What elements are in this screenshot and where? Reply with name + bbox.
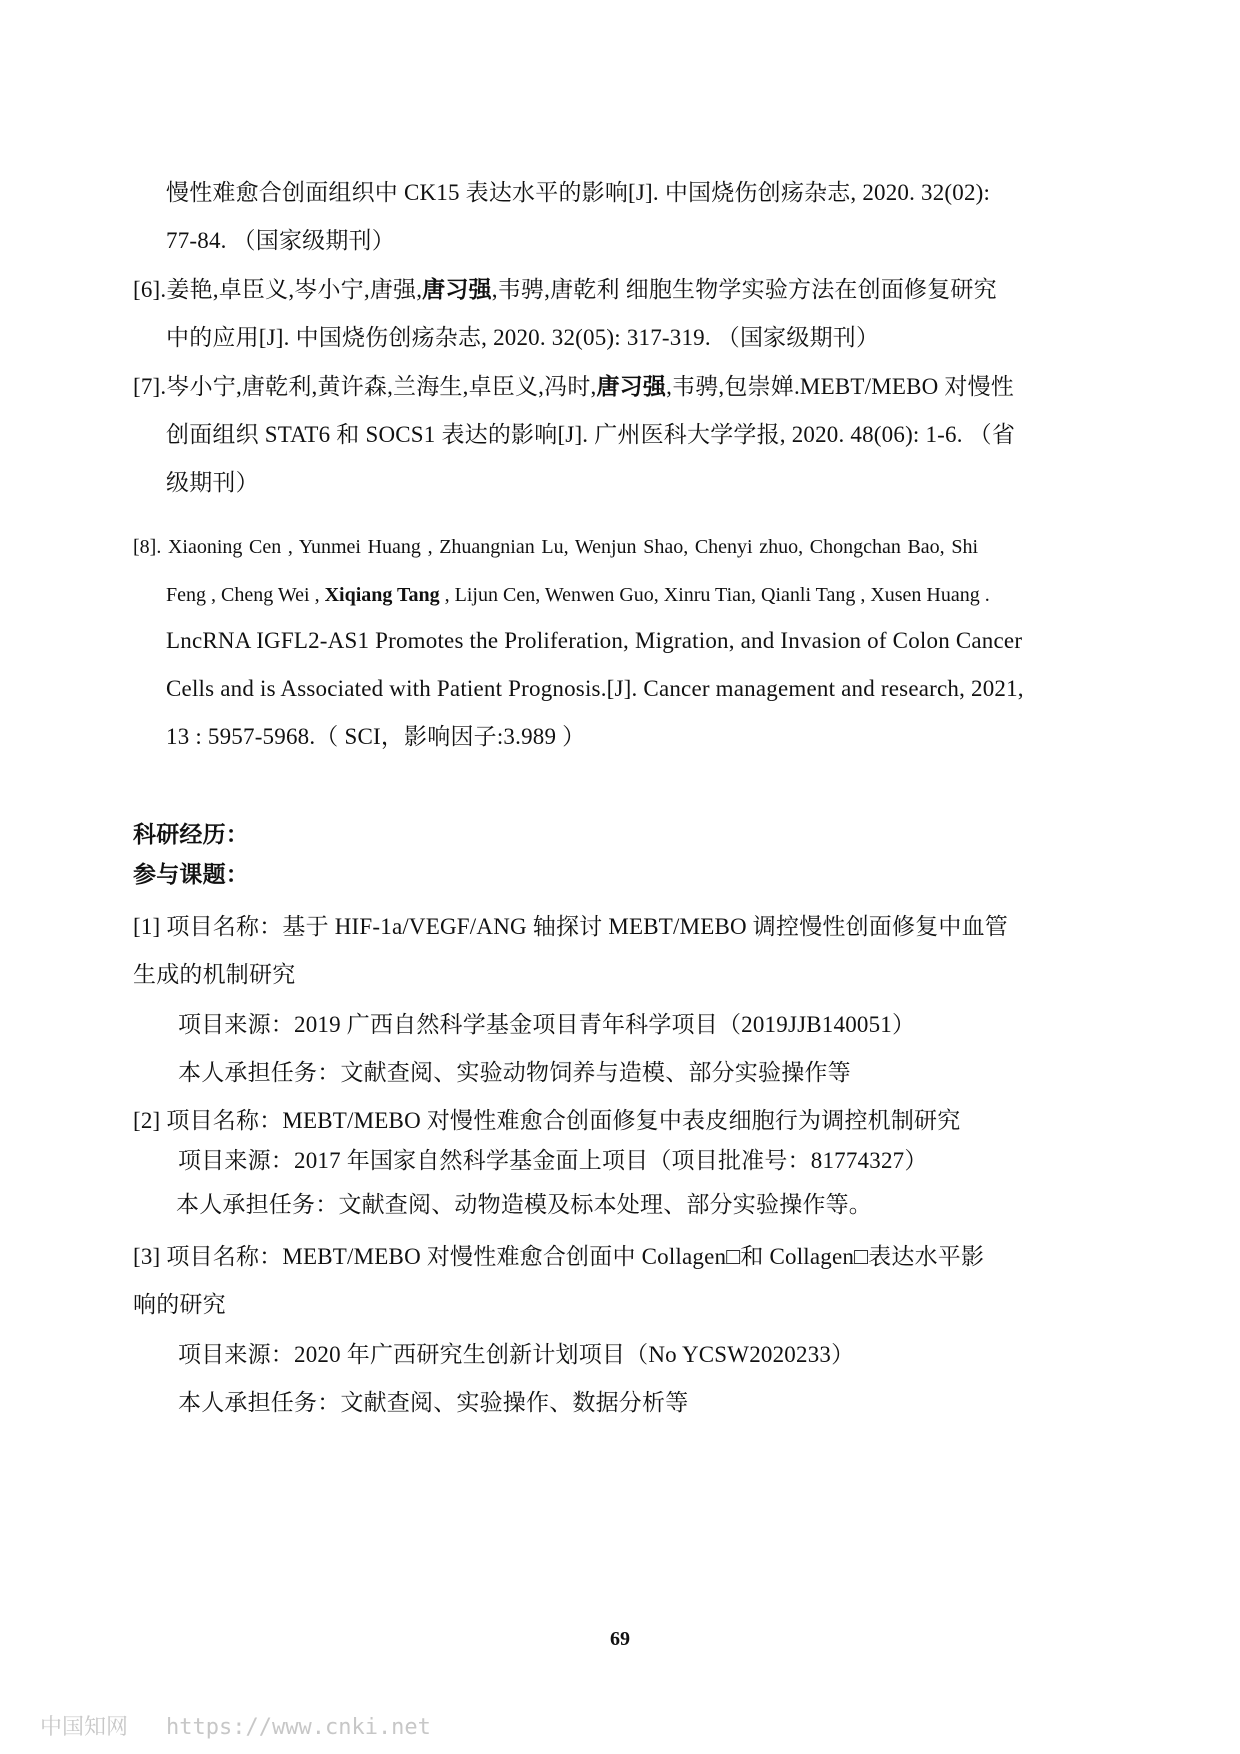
project-2-source: 项目来源：2017 年国家自然科学基金面上项目（项目批准号：81774327） [178,1148,928,1173]
cnki-watermark [40,1710,431,1741]
project-3-task: 本人承担任务：文献查阅、实验操作、数据分析等 [178,1390,689,1415]
ref-7-authors-pre: [7].岑小宁,唐乾利,黄许森,兰海生,卓臣义,冯时, [133,374,597,399]
project-3-name-line-2: 响的研究 [133,1292,226,1317]
ref-6-line-2: 中的应用[J]. 中国烧伤创疡杂志, 2020. 32(05): 317-319. （国家级期刊） [166,325,880,350]
ref-8-line-3: LncRNA IGFL2-AS1 Promotes the Proliferation, Migration, and Invasion of Colon Cancer [166,628,1023,653]
ref-8-line-5: 13 : 5957-5968.（ SCI，影响因子:3.989 ） [166,724,586,749]
ref-6-authors-pre: [6].姜艳,卓臣义,岑小宁,唐强, [133,277,423,302]
project-3-source: 项目来源：2020 年广西研究生创新计划项目（No YCSW2020233） [178,1342,855,1367]
ref-7-line-3: 级期刊） [166,470,259,495]
ref-6-line-1 [133,275,997,305]
ref-8-authors-pre: Feng , Cheng Wei , [166,584,325,606]
ref-6-title-part: ,韦骋,唐乾利 细胞生物学实验方法在创面修复研究 [491,277,997,302]
projects-heading: 参与课题： [133,862,249,887]
ref-7-line-2: 创面组织 STAT6 和 SOCS1 表达的影响[J]. 广州医科大学学报, 2020. 48(06): 1-6. （省 [166,422,1016,447]
ref-7-line-1 [133,372,1014,402]
project-3-name-line-1: [3] 项目名称：MEBT/MEBO 对慢性难愈合创面中 Collagen□和 Collagen□表达水平影 [133,1244,985,1269]
ref-5-line-1: 慢性难愈合创面组织中 CK15 表达水平的影响[J]. 中国烧伤创疡杂志, 2020. 32(02): [166,180,991,205]
project-2-name: [2] 项目名称：MEBT/MEBO 对慢性难愈合创面修复中表皮细胞行为调控机制研究 [133,1108,961,1133]
watermark-url: https://www.cnki.net [166,1715,431,1740]
ref-7-author-highlight: 唐习强 [596,374,667,399]
watermark-cnki-name: 中国知网 [40,1715,129,1740]
project-1-name-line-2: 生成的机制研究 [133,962,296,987]
ref-8-line-2 [166,580,990,610]
ref-7-title-part: ,韦骋,包崇婵.MEBT/MEBO 对慢性 [666,374,1015,399]
page-number: 69 [610,1628,630,1650]
project-1-name-line-1: [1] 项目名称：基于 HIF-1a/VEGF/ANG 轴探讨 MEBT/MEBO 调控慢性创面修复中血管 [133,914,1008,939]
project-1-source: 项目来源：2019 广西自然科学基金项目青年科学项目（2019JJB140051） [178,1012,916,1037]
research-experience-heading: 科研经历： [133,822,249,847]
ref-8-line-4: Cells and is Associated with Patient Prognosis.[J]. Cancer management and research, 2021, [166,676,1024,701]
ref-5-line-2: 77-84. （国家级期刊） [166,228,395,253]
ref-6-author-highlight: 唐习强 [422,277,492,302]
ref-8-authors-post: , Lijun Cen, Wenwen Guo, Xinru Tian, Qianli Tang , Xusen Huang . [439,584,990,606]
project-2-task: 本人承担任务：文献查阅、动物造模及标本处理、部分实验操作等。 [176,1192,872,1217]
project-1-task: 本人承担任务：文献查阅、实验动物饲养与造模、部分实验操作等 [178,1060,851,1085]
ref-8-author-highlight: Xiqiang Tang [324,584,440,606]
ref-8-line-1: [8]. Xiaoning Cen , Yunmei Huang , Zhuangnian Lu, Wenjun Shao, Chenyi zhuo, Chongchan Bao, Shi [133,536,978,558]
